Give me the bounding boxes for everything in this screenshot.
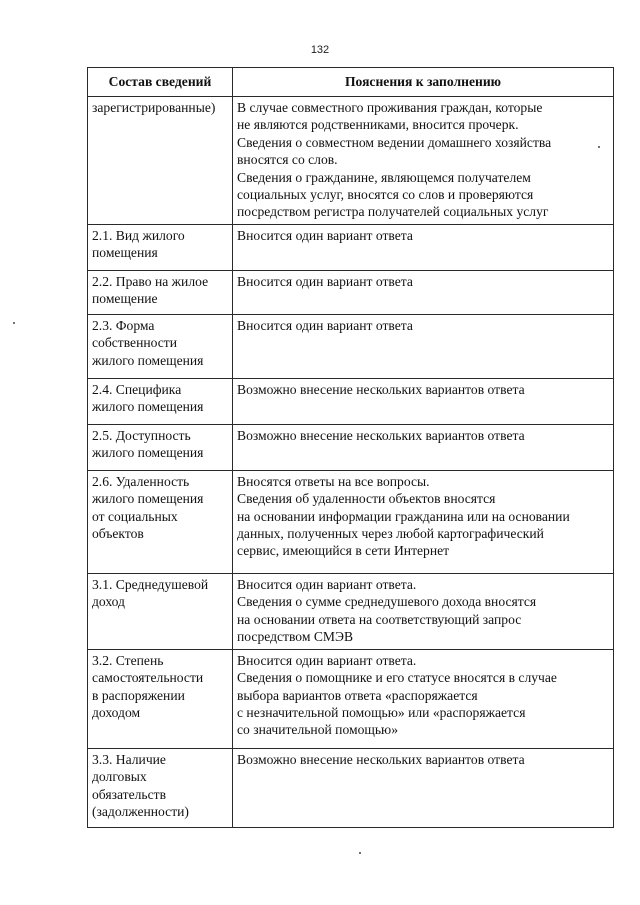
table-row [88, 470, 614, 573]
row-item-name: 2.4. Специфика жилого помещения [88, 378, 233, 424]
row-item-name: зарегистрированные) [88, 97, 233, 225]
row-item-explanation: Вносится один вариант ответа. Сведения о сумме среднедушевого дохода вносятся на основании ответа на соответствующий запрос посредством СМЭВ [233, 573, 614, 649]
row-item-explanation: Возможно внесение нескольких вариантов ответа [233, 378, 614, 424]
table-row [88, 424, 614, 470]
row-item-name: 3.2. Степень самостоятельности в распоряжении доходом [88, 649, 233, 748]
row-item-name: 3.1. Среднедушевой доход [88, 573, 233, 649]
scan-speck [598, 146, 600, 148]
row-item-explanation: Возможно внесение нескольких вариантов ответа [233, 748, 614, 827]
row-item-name: 2.1. Вид жилого помещения [88, 224, 233, 270]
row-item-explanation: Вносятся ответы на все вопросы. Сведения об удаленности объектов вносятся на основании информации гражданина или на основании данных, полученных через любой картографический сервис, имеющийся в сети Интернет [233, 470, 614, 573]
scan-speck [13, 322, 15, 324]
row-item-name: 3.3. Наличие долговых обязательств (задолженности) [88, 748, 233, 827]
row-item-explanation: В случае совместного проживания граждан, которые не являются родственниками, вносится прочерк. Сведения о совместном ведении домашнего хозяйства вносятся со слов. Сведения о гражданине, являющемся получателем социальных услуг, вносятся со слов и проверяются посредством регистра получателей социальных услуг [233, 97, 614, 225]
row-item-name: 2.5. Доступность жилого помещения [88, 424, 233, 470]
row-item-name: 2.3. Форма собственности жилого помещения [88, 314, 233, 378]
table-row [88, 224, 614, 270]
table-row [88, 314, 614, 378]
instructions-table [87, 67, 614, 828]
row-item-explanation: Возможно внесение нескольких вариантов ответа [233, 424, 614, 470]
header-composition: Состав сведений [88, 68, 233, 97]
table-row [88, 649, 614, 748]
row-item-name: 2.6. Удаленность жилого помещения от социальных объектов [88, 470, 233, 573]
row-item-explanation: Вносится один вариант ответа [233, 270, 614, 314]
table-header-row [88, 68, 614, 97]
header-explanation: Пояснения к заполнению [233, 68, 614, 97]
table-row [88, 573, 614, 649]
table-row [88, 270, 614, 314]
table-row [88, 97, 614, 225]
table-row [88, 748, 614, 827]
scan-speck [359, 852, 361, 854]
table-row [88, 378, 614, 424]
page-number: 132 [310, 44, 330, 56]
row-item-explanation: Вносится один вариант ответа [233, 314, 614, 378]
row-item-explanation: Вносится один вариант ответа. Сведения о помощнике и его статусе вносятся в случае выбора вариантов ответа «распоряжается с незначительной помощью» или «распоряжается со значительной помощью» [233, 649, 614, 748]
row-item-name: 2.2. Право на жилое помещение [88, 270, 233, 314]
row-item-explanation: Вносится один вариант ответа [233, 224, 614, 270]
